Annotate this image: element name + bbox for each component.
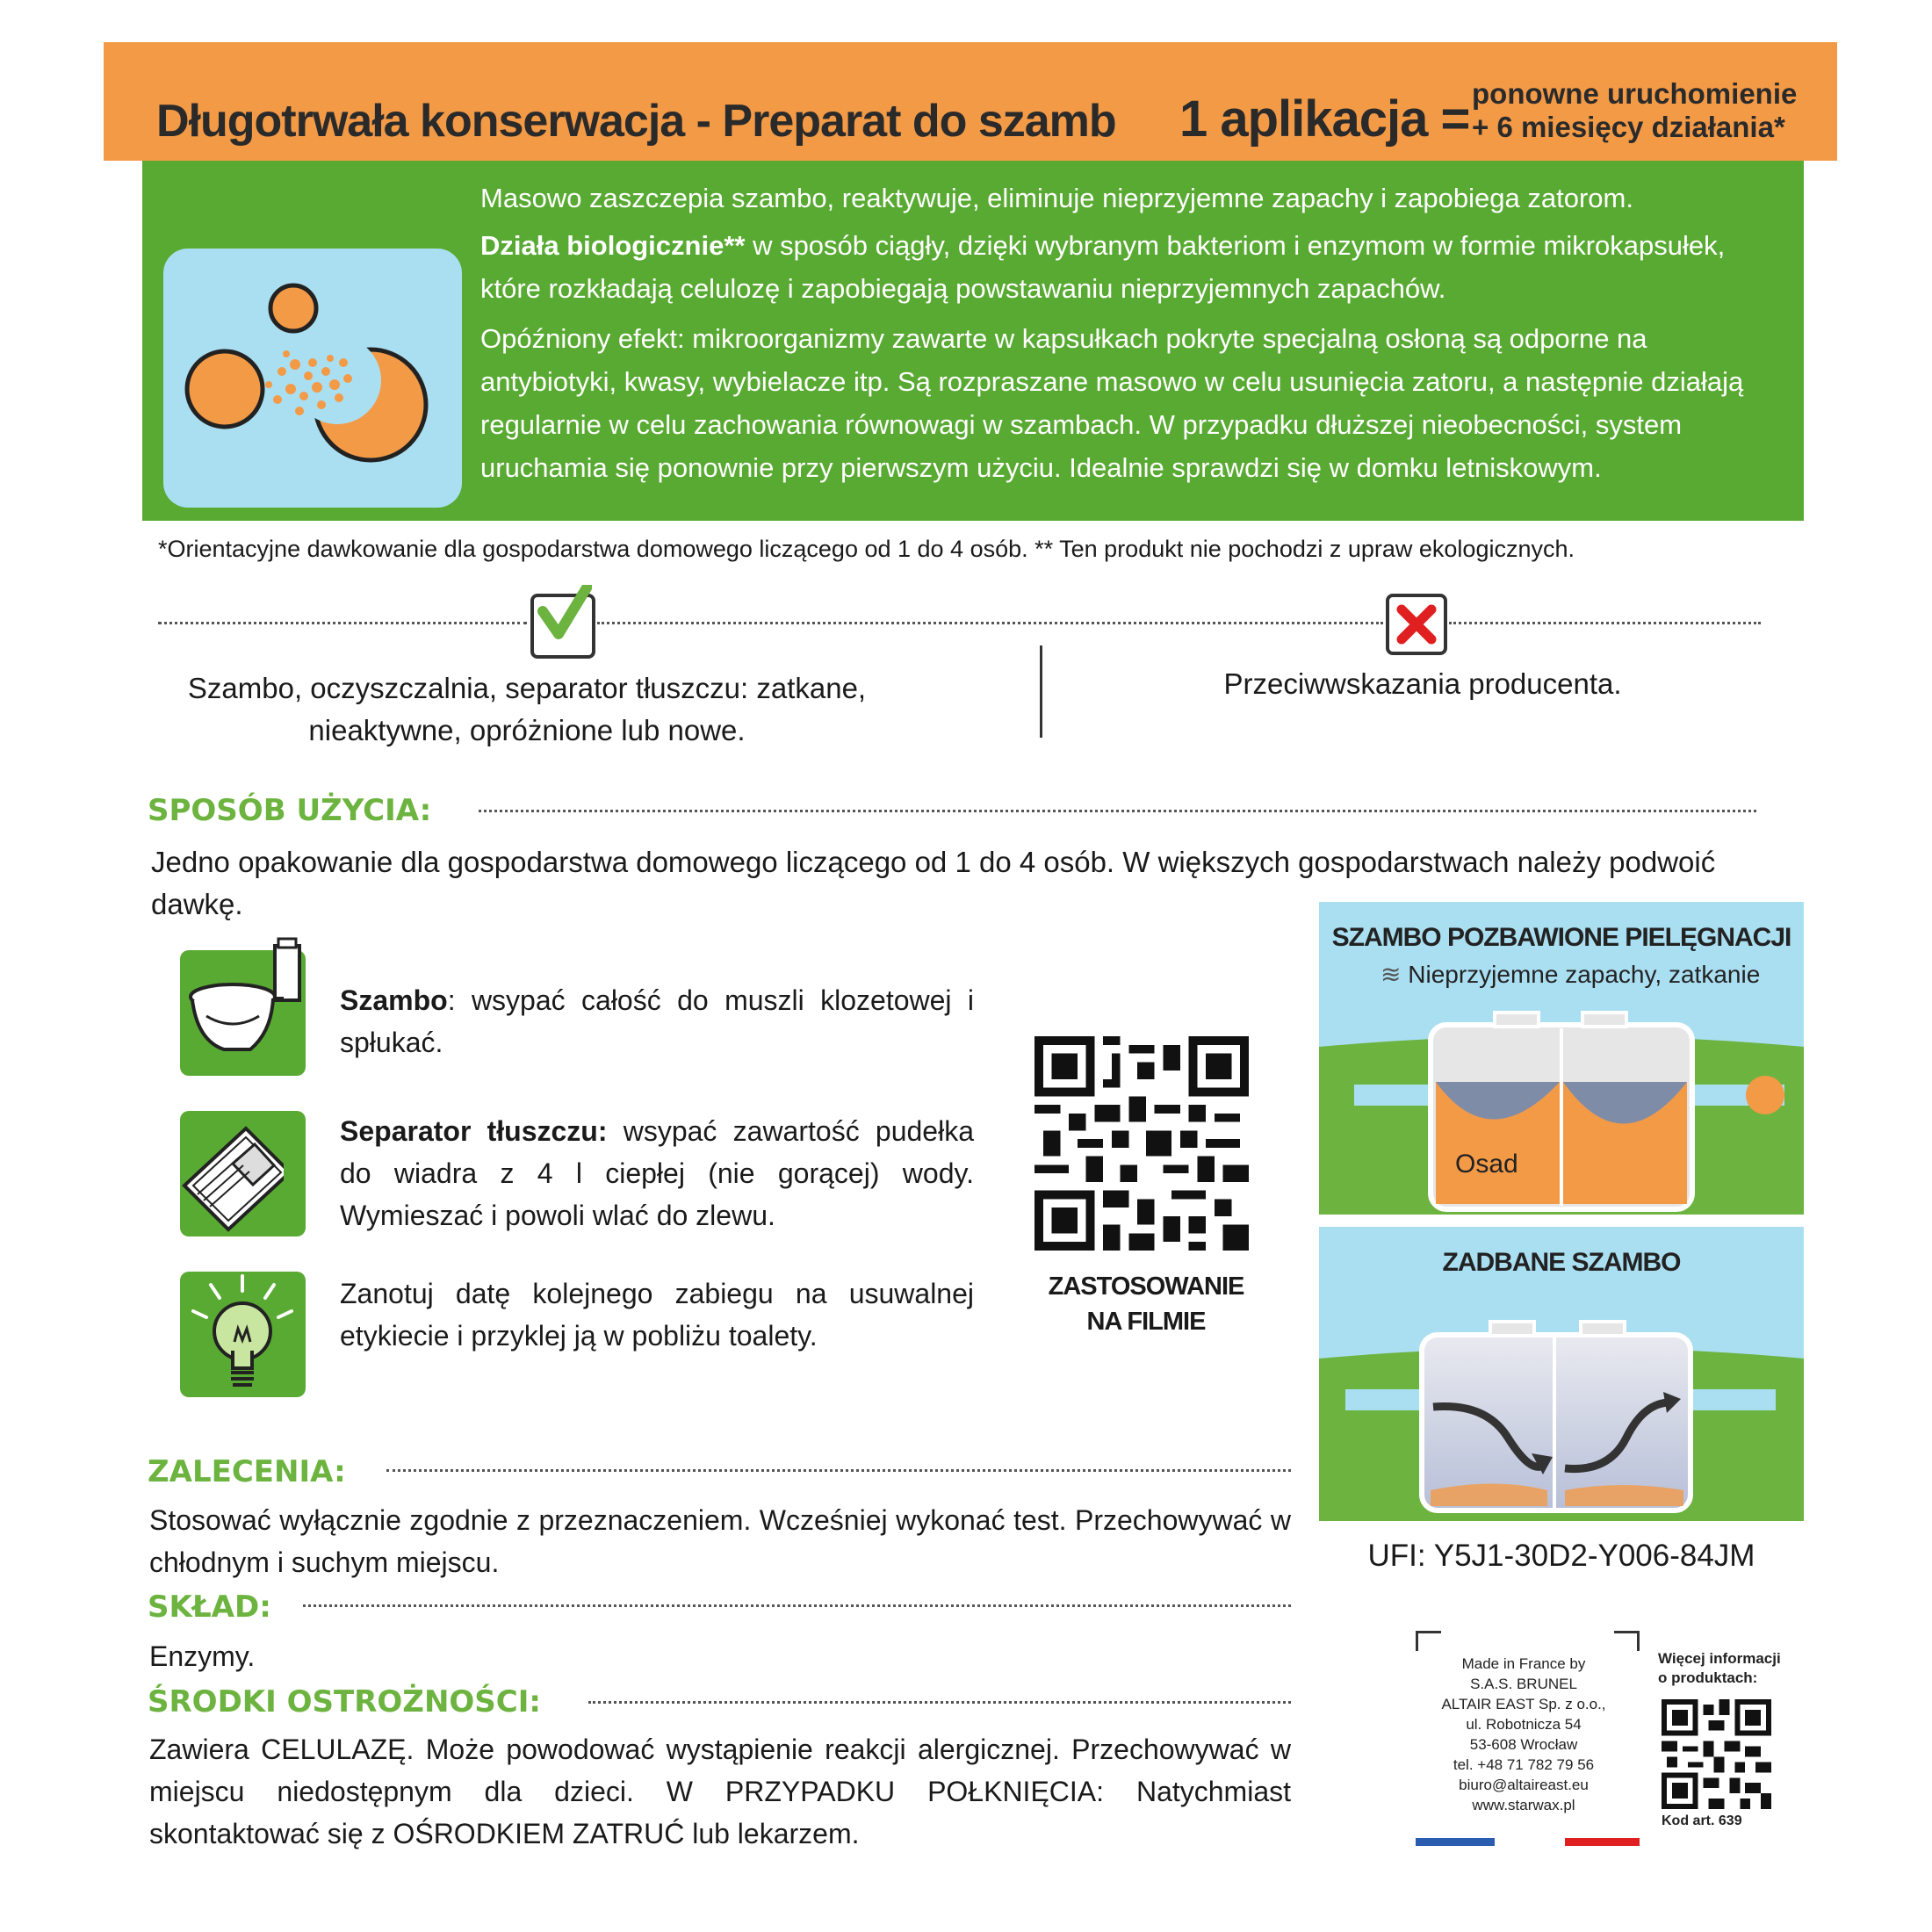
qr-code[interactable] <box>1034 1036 1249 1251</box>
precautions-heading: ŚRODKI OSTROŻNOŚCI: <box>148 1684 541 1719</box>
ufi-code: UFI: Y5J1-30D2-Y006-84JM <box>1367 1539 1755 1573</box>
precautions-text: Zawiera CELULAZĘ. Może powodować wystąpienie reakcji alergicznej. Przechowywać w miejscu niedostępnym dla dzieci. W PRZYPADKU POŁKNIĘCIA: Natychmiast skontaktować się z OŚRODKIEM ZATRUĆ lub lekarzem. <box>149 1734 1291 1849</box>
application-result-line2: + 6 miesięcy działania* <box>1472 111 1785 143</box>
more-info-label: Więcej informacji o produktach: <box>1658 1650 1781 1686</box>
lightbulb-icon <box>180 1272 306 1397</box>
maker-line: www.starwax.pl <box>1472 1797 1575 1813</box>
waves-icon: ≋ <box>1381 961 1409 988</box>
composition-text: Enzymy. <box>149 1640 256 1672</box>
usage-text: Jedno opakowanie dla gospodarstwa domowego liczącego od 1 do 4 osób. W większych gospodarstwach należy podwoić dawkę. <box>151 846 1716 920</box>
neglected-tank-subtitle-text: Nieprzyjemne zapachy, zatkanie <box>1408 961 1761 988</box>
neglected-tank-title: SZAMBO POZBAWIONE PIELĘGNACJI <box>1331 923 1791 952</box>
bubbles-icon <box>163 249 462 508</box>
page-title: Długotrwała konserwacja - Preparat do szamb <box>156 96 1116 147</box>
product-qr-code[interactable] <box>1662 1699 1771 1809</box>
vertical-divider <box>1040 645 1042 738</box>
qr-caption-line1: ZASTOSOWANIE <box>1048 1272 1244 1301</box>
qr-caption <box>1032 1269 1260 1339</box>
article-code: Kod art. 639 <box>1662 1813 1742 1828</box>
manufacturer-info <box>1409 1654 1638 1815</box>
divider-dots <box>597 622 1383 624</box>
recommendations-heading: ZALECENIA: <box>148 1454 346 1489</box>
step-septic-text <box>340 979 974 1063</box>
divider-dots <box>1449 622 1761 624</box>
maker-line: 53-608 Wrocław <box>1469 1736 1578 1753</box>
step-note-rest: Zanotuj datę kolejnego zabiegu na usuwalnej etykiecie i przyklej ją w pobliżu toalety. <box>340 1278 974 1352</box>
neglected-tank-subtitle <box>1381 960 1784 989</box>
indications-text: Szambo, oczyszczalnia, separator tłuszczu: zatkane, nieaktywne, opróżnione lub nowe. <box>187 672 867 746</box>
sediment-label: Osad <box>1455 1150 1518 1179</box>
maintained-tank-title: ZADBANE SZAMBO <box>1442 1248 1681 1277</box>
intro-bio-rest: w sposób ciągły, dzięki wybranym bakteriom i enzymom w formie mikrokapsułek, które rozkładają celulozę i zapobiegają powstawaniu nieprzyjemnych zapachów. <box>480 230 1726 304</box>
maker-line: tel. +48 71 782 79 56 <box>1453 1756 1595 1773</box>
step-separator-bold: Separator tłuszczu: <box>340 1115 608 1147</box>
recommendations-text: Stosować wyłącznie zgodnie z przeznaczeniem. Wcześniej wykonać test. Przechowywać w chłodnym i suchym miejscu. <box>149 1504 1291 1578</box>
maker-line: biuro@altaireast.eu <box>1459 1777 1589 1793</box>
divider-dots <box>588 1701 1291 1704</box>
step-separator-text <box>340 1110 974 1236</box>
qr-caption-line2: NA FILMIE <box>1086 1308 1206 1336</box>
cross-icon <box>1386 594 1447 655</box>
divider-dots <box>479 810 1756 812</box>
contraindications-text: Przeciwwskazania producenta. <box>1223 667 1622 700</box>
step-septic-bold: Szambo <box>340 984 448 1016</box>
corner-mark <box>1614 1631 1640 1651</box>
maker-line: Made in France by <box>1461 1655 1586 1672</box>
check-icon <box>530 594 595 659</box>
application-result-line1: ponowne uruchomienie <box>1472 77 1798 110</box>
corner-mark <box>1416 1631 1441 1651</box>
step-note-text <box>340 1272 974 1357</box>
maker-line: ALTAIR EAST Sp. z o.o., <box>1441 1696 1606 1712</box>
application-equation: 1 aplikacja = <box>1179 90 1470 148</box>
divider-dots <box>158 622 527 624</box>
intro-bio <box>480 224 1789 310</box>
neglected-tank-illustration <box>1319 902 1804 1215</box>
intro-panel <box>142 161 1804 521</box>
flag-stripe-red <box>1565 1838 1640 1846</box>
step-septic-rest: : wsypać całość do muszli klozetowej i spłukać. <box>340 984 974 1058</box>
header-banner <box>104 42 1837 161</box>
usage-heading: SPOSÓB UŻYCIA: <box>148 793 432 828</box>
step-separator-rest: wsypać zawartość pudełka do wiadra z 4 l ciepłej (nie gorącej) wody. Wymieszać i powoli wlać do zlewu. <box>340 1115 974 1231</box>
footnote: *Orientacyjne dawkowanie dla gospodarstwa domowego liczącego od 1 do 4 osób. ** Ten produkt nie pochodzi z upraw ekologicznych. <box>158 536 1575 562</box>
maker-line: S.A.S. BRUNEL <box>1470 1676 1577 1692</box>
intro-line1: Masowo zaszczepia szambo, reaktywuje, eliminuje nieprzyjemne zapachy i zapobiega zatorom. <box>480 183 1633 213</box>
maker-line: ul. Robotnicza 54 <box>1466 1716 1582 1733</box>
sink-icon <box>180 1111 306 1236</box>
divider-dots <box>303 1604 1291 1607</box>
intro-delayed: Opóźniony efekt: mikroorganizmy zawarte w kapsułkach pokryte specjalną osłoną są odporne na antybiotyki, kwasy, wybielacze itp. Są rozpraszane masowo w celu usunięcia zatoru, a następnie działają regularnie w celu zachowania równowagi w szambach. W przypadku dłuższej nieobecności, system uruchamia się ponownie przy pierwszym użyciu. Idealnie sprawdzi się w domku letniskowym. <box>480 323 1744 483</box>
maintained-tank-illustration <box>1319 1227 1804 1521</box>
composition-heading: SKŁAD: <box>148 1590 271 1625</box>
divider-dots <box>386 1469 1291 1472</box>
intro-bio-bold: Działa biologicznie** <box>480 230 746 261</box>
toilet-icon <box>180 950 306 1076</box>
flag-stripe-blue <box>1416 1838 1495 1846</box>
